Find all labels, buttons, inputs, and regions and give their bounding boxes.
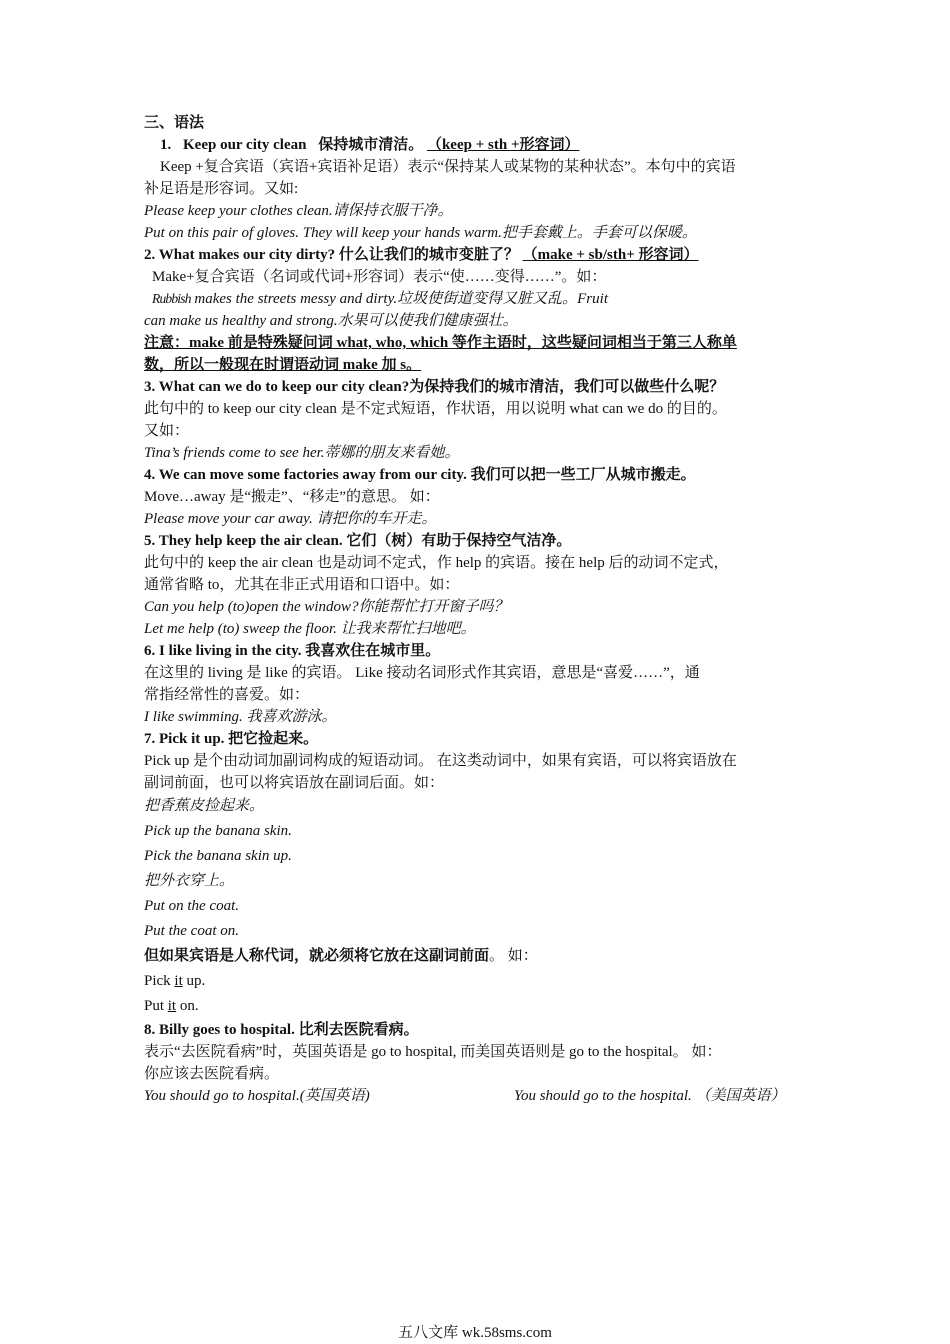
item-1-example: Put on this pair of gloves. They will keep your hands warm.把手套戴上。手套可以保暖。 [144,225,697,241]
item-6-example: I like swimming. 我喜欢游泳。 [144,709,337,725]
item-8-example-uk: You should go to hospital.(英国英语) [144,1088,370,1104]
item-5-desc: 此句中的 keep the air clean 也是动词不定式，作 help 的宾语。接在 help 后的动词不定式， [144,555,729,571]
item-7-note-rest: 。 如： [489,948,538,964]
item-1-desc: Keep +复合宾语（宾语+宾语补足语）表示“保持某人或某物的某种状态”。本句中的宾语 [160,159,736,175]
document-body [144,112,816,1107]
item-6-heading [144,640,816,662]
item-8-examples [144,1085,816,1107]
item-6-desc-cont: 常指经常性的喜爱。如： [144,687,310,703]
item-1-chinese: 保持城市清洁。 [318,137,424,153]
item-2-example [144,288,816,310]
item-1-heading [144,134,816,156]
example-text: up. [182,973,206,989]
item-5-example: Let me help (to) sweep the floor. 让我来帮忙扫地吧。 [144,621,476,637]
item-7-example: Pick the banana skin up. [144,848,292,864]
item-8-example-us: You should go to the hospital. （美国英语） [514,1088,786,1104]
item-4-example: Please move your car away. 请把你的车开走。 [144,511,437,527]
item-7-example-zh: 把外衣穿上。 [144,873,235,889]
section-title: 三、语法 [144,115,205,131]
example-pronoun: it [174,973,183,989]
item-7-example-zh: 把香蕉皮捡起来。 [144,798,265,814]
item-2-example: can make us healthy and strong.水果可以使我们健康强壮。 [144,313,518,329]
item-4-heading [144,464,816,486]
item-8-heading [144,1019,816,1041]
item-5-heading [144,530,816,552]
item-1-formula: （keep + sth +形容词） [426,137,580,153]
item-5-example: Can you help (to)open the window?你能帮忙打开窗子吗？ [144,599,509,615]
page-footer: 五八文库 wk.58sms.com [398,1325,552,1341]
item-2-rubbish: Rubbish [152,291,191,306]
item-6-text: I like living in the city. 我喜欢住在城市里。 [159,643,441,659]
item-7-pronoun-example [144,994,816,1019]
item-7-pronoun-example [144,969,816,994]
item-7-number: 7. [144,731,156,747]
item-1-number: 1. [160,137,172,153]
item-2-text: What makes our city dirty? 什么让我们的城市变脏了？ [158,247,519,263]
example-pronoun: it [167,998,177,1014]
example-text: on. [176,998,199,1014]
item-2-note: 注意：make 前是特殊疑问词 what, who, which 等作主语时，这些疑问词相当于第三人称单 [144,335,737,351]
item-7-example: Put the coat on. [144,923,239,939]
item-3-desc: 此句中的 to keep our city clean 是不定式短语，作状语，用以说明 what can we do 的目的。 [144,401,727,417]
item-4-text: We can move some factories away from our city. 我们可以把一些工厂从城市搬走。 [158,467,696,483]
item-2-formula: （make + sb/sth+ 形容词） [522,247,699,263]
item-7-text: Pick it up. 把它捡起来。 [159,731,319,747]
item-1-example: Please keep your clothes clean.请保持衣服干净。 [144,203,453,219]
item-3-desc-cont: 又如： [144,423,190,439]
item-3-example: Tina’s friends come to see her.蒂娜的朋友来看她。 [144,445,460,461]
item-8-text: Billy goes to hospital. 比利去医院看病。 [159,1022,419,1038]
item-7-example: Put on the coat. [144,898,239,914]
example-text: Put [144,998,168,1014]
item-5-text: They help keep the air clean. 它们（树）有助于保持空气洁净。 [158,533,572,549]
item-7-note [144,944,816,969]
item-2-desc: Make+复合宾语（名词或代词+形容词）表示“使……变得……”。如： [152,269,607,285]
item-7-example: Pick up the banana skin. [144,823,292,839]
example-text: Pick [144,973,175,989]
item-5-number: 5. [144,533,156,549]
item-7-desc-cont: 副词前面，也可以将宾语放在副词后面。如： [144,775,445,791]
item-1-english: Keep our city clean [183,137,307,153]
item-1-desc-cont: 补足语是形容词。又如: [144,181,299,197]
item-7-note-bold: 但如果宾语是人称代词，就必须将它放在这副词前面 [144,948,490,964]
item-4-desc: Move…away 是“搬走”、“移走”的意思。 如： [144,489,440,505]
item-2-number: 2. [144,247,156,263]
item-4-number: 4. [144,467,156,483]
item-3-number: 3. [144,379,156,395]
item-3-heading [144,376,816,398]
item-2-note-cont: 数，所以一般现在时谓语动词 make 加 s。 [144,357,422,373]
item-2-example-rest: makes the streets messy and dirty.垃圾使街道变得又脏又乱。Fruit [190,291,608,307]
item-8-number: 8. [144,1022,156,1038]
item-8-desc-cont: 你应该去医院看病。 [144,1066,280,1082]
item-6-number: 6. [144,643,156,659]
item-5-desc-cont: 通常省略 to，尤其在非正式用语和口语中。如： [144,577,460,593]
item-8-desc: 表示“去医院看病”时，英国英语是 go to hospital, 而美国英语则是 go to the hospital。 如： [144,1044,722,1060]
item-7-desc: Pick up 是个由动词加副词构成的短语动词。 在这类动词中，如果有宾语，可以将宾语放在 [144,753,737,769]
item-6-desc: 在这里的 living 是 like 的宾语。 Like 接动名词形式作其宾语，意思是“喜爱……”，通 [144,665,700,681]
item-2-heading [144,244,816,266]
item-3-text: What can we do to keep our city clean?为保持我们的城市清洁，我们可以做些什么呢？ [158,379,725,395]
item-7-heading [144,728,816,750]
